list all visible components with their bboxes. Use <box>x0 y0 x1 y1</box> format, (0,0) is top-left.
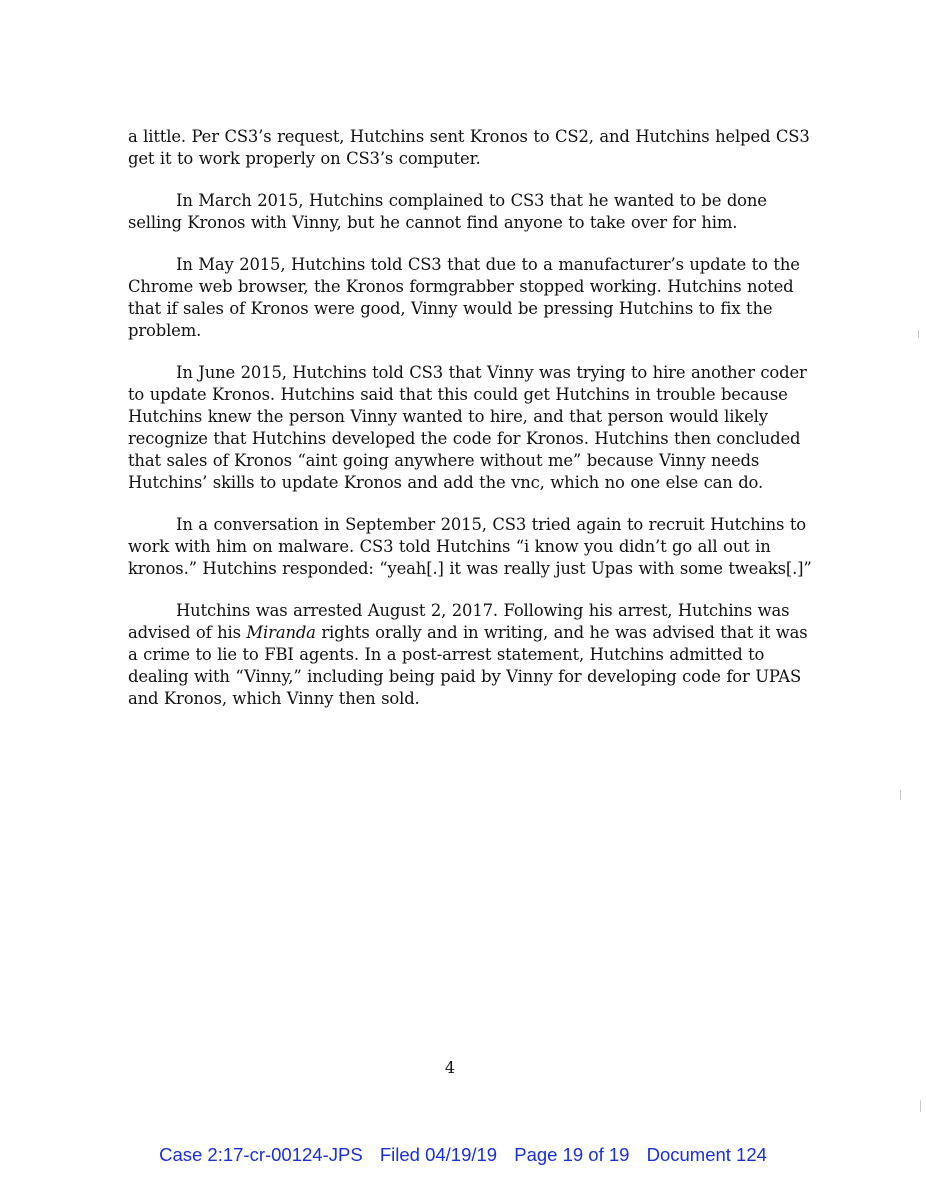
paragraph <box>128 514 812 580</box>
scan-artifact <box>900 790 901 800</box>
case-number: Case 2:17-cr-00124-JPS <box>159 1144 363 1165</box>
text-line <box>128 362 807 384</box>
document-number: Document 124 <box>646 1144 767 1165</box>
text-line: that if sales of Kronos were good, Vinny would be pressing Hutchins to fix the <box>128 299 773 318</box>
filed-date: Filed 04/19/19 <box>379 1144 498 1165</box>
text-line: a crime to lie to FBI agents. In a post-arrest statement, Hutchins admitted to <box>128 645 765 664</box>
text-line: and Kronos, which Vinny then sold. <box>128 689 420 708</box>
text-line: kronos.” Hutchins responded: “yeah[.] it was really just Upas with some tweaks[.]” <box>128 559 812 578</box>
paragraph-arrest <box>128 600 808 710</box>
paragraph <box>128 362 807 494</box>
text-line: that sales of Kronos “aint going anywhere without me” because Vinny needs <box>128 451 760 470</box>
scan-artifact <box>918 330 919 338</box>
text-fragment: advised of his <box>128 623 247 642</box>
text-line <box>128 514 807 536</box>
text-line: recognize that Hutchins developed the code for Kronos. Hutchins then concluded <box>128 429 801 448</box>
text-line: a little. Per CS3’s request, Hutchins sent Kronos to CS2, and Hutchins helped CS3 <box>128 127 810 146</box>
scan-artifact <box>920 1100 921 1112</box>
text-line-content: In March 2015, Hutchins complained to CS3 that he wanted to be done <box>176 191 767 210</box>
text-line: Hutchins knew the person Vinny wanted to hire, and that person would likely <box>128 407 768 426</box>
paragraph <box>128 254 800 342</box>
page-number: 4 <box>444 1058 456 1077</box>
text-line: to update Kronos. Hutchins said that this could get Hutchins in trouble because <box>128 385 788 404</box>
text-line <box>128 622 808 644</box>
body-text <box>128 126 812 730</box>
text-line-content: Hutchins was arrested August 2, 2017. Following his arrest, Hutchins was <box>176 601 790 620</box>
text-line: problem. <box>128 321 202 340</box>
text-line: get it to work properly on CS3’s computer. <box>128 149 481 168</box>
text-line-content: In June 2015, Hutchins told CS3 that Vinny was trying to hire another coder <box>176 363 807 382</box>
paragraph <box>128 126 810 170</box>
text-line-content: In May 2015, Hutchins told CS3 that due to a manufacturer’s update to the <box>176 255 800 274</box>
paragraph <box>128 190 788 234</box>
text-line: Hutchins’ skills to update Kronos and add the vnc, which no one else can do. <box>128 473 764 492</box>
text-line <box>128 600 788 622</box>
text-line <box>128 254 800 276</box>
page-count: Page 19 of 19 <box>514 1144 630 1165</box>
text-line-content: In a conversation in September 2015, CS3 tried again to recruit Hutchins to <box>176 515 807 534</box>
text-line: selling Kronos with Vinny, but he cannot find anyone to take over for him. <box>128 213 738 232</box>
text-fragment: rights orally and in writing, and he was advised that it was <box>315 623 808 642</box>
miranda-emphasis: Miranda <box>246 623 316 642</box>
text-line <box>128 190 788 212</box>
text-line: dealing with “Vinny,” including being paid by Vinny for developing code for UPAS <box>128 667 802 686</box>
text-line: work with him on malware. CS3 told Hutchins “i know you didn’t go all out in <box>128 537 771 556</box>
ecf-footer-stamp <box>0 1144 926 1166</box>
text-line: Chrome web browser, the Kronos formgrabber stopped working. Hutchins noted <box>128 277 794 296</box>
